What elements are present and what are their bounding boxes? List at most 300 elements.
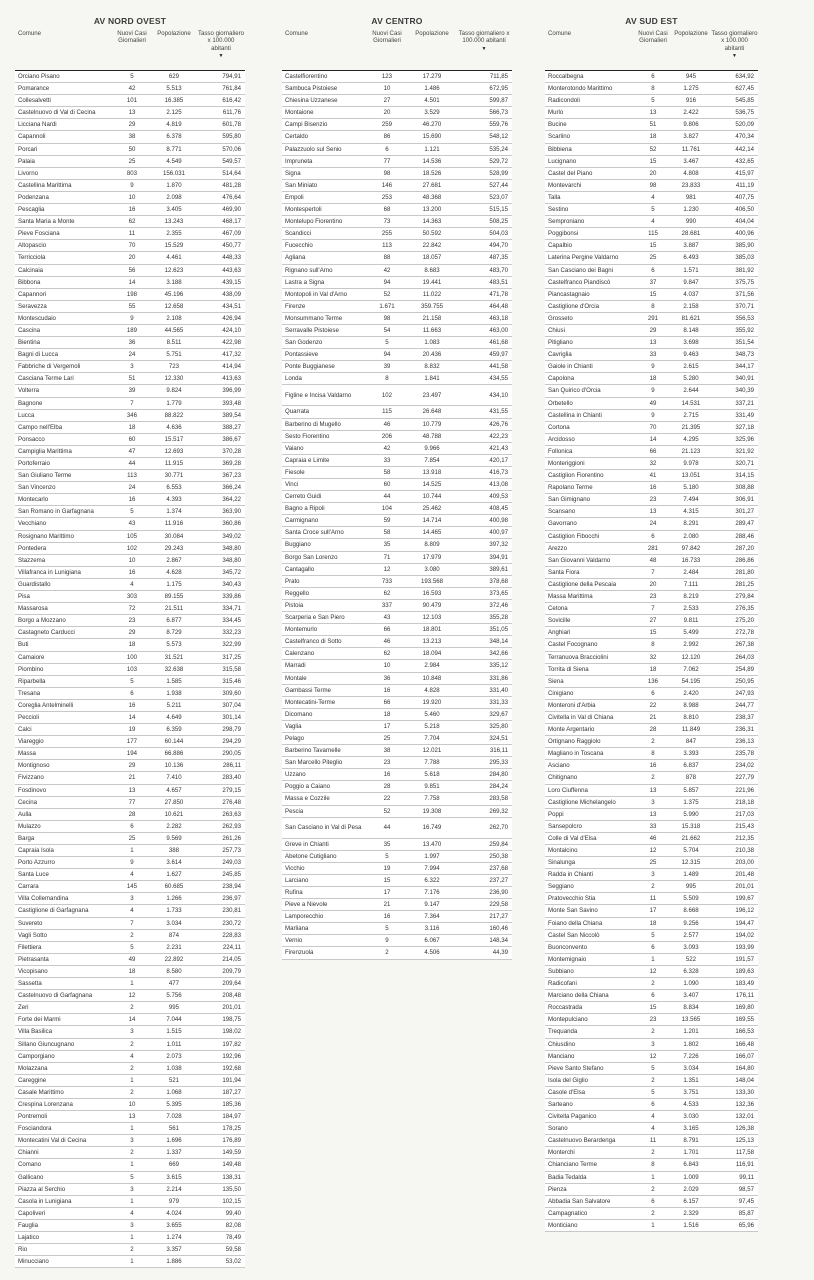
header-comune[interactable]: Comune xyxy=(285,30,309,37)
table-row[interactable] xyxy=(545,1075,758,1087)
table-row[interactable] xyxy=(545,482,758,494)
table-row[interactable] xyxy=(15,748,245,760)
table-row[interactable] xyxy=(545,639,758,651)
table-row[interactable] xyxy=(545,168,758,180)
cell-popolazione: 7.704 xyxy=(424,734,440,742)
table-row[interactable] xyxy=(15,1172,245,1184)
table-row[interactable] xyxy=(282,564,512,576)
table-row[interactable] xyxy=(545,748,758,760)
table-row[interactable] xyxy=(282,119,512,131)
cell-tasso: 315,58 xyxy=(222,665,241,673)
table-row[interactable] xyxy=(545,954,758,966)
cell-comune: Barga xyxy=(18,834,35,842)
table-row[interactable] xyxy=(545,942,758,954)
table-row[interactable] xyxy=(15,422,245,434)
table-row[interactable] xyxy=(282,337,512,349)
table-row[interactable] xyxy=(545,192,758,204)
table-row[interactable] xyxy=(15,119,245,131)
table-row[interactable] xyxy=(545,1063,758,1075)
table-row[interactable] xyxy=(15,579,245,591)
table-row[interactable] xyxy=(15,1087,245,1099)
table-row[interactable] xyxy=(15,1135,245,1147)
table-row[interactable] xyxy=(545,676,758,688)
table-row[interactable] xyxy=(15,289,245,301)
table-row[interactable] xyxy=(15,301,245,313)
table-row[interactable] xyxy=(15,881,245,893)
table-row[interactable] xyxy=(282,107,512,119)
table-row[interactable] xyxy=(15,1051,245,1063)
table-row[interactable] xyxy=(545,772,758,784)
table-row[interactable] xyxy=(545,434,758,446)
table-row[interactable] xyxy=(545,1220,758,1232)
table-row[interactable] xyxy=(545,990,758,1002)
table-row[interactable] xyxy=(545,1159,758,1171)
cell-nuovi-casi: 58 xyxy=(383,468,391,476)
table-row[interactable] xyxy=(15,458,245,470)
table-row[interactable] xyxy=(545,845,758,857)
header-tasso[interactable] xyxy=(197,28,245,70)
table-row[interactable] xyxy=(545,277,758,289)
table-row[interactable] xyxy=(545,83,758,95)
table-row[interactable] xyxy=(282,443,512,455)
table-row[interactable] xyxy=(15,1159,245,1171)
table-row[interactable] xyxy=(545,1111,758,1123)
table-row[interactable] xyxy=(15,857,245,869)
table-row[interactable] xyxy=(15,373,245,385)
table-row[interactable] xyxy=(282,216,512,228)
table-row[interactable] xyxy=(15,797,245,809)
header-tasso[interactable] xyxy=(456,28,512,70)
table-row[interactable] xyxy=(545,216,758,228)
table-row[interactable] xyxy=(282,406,512,418)
table-row[interactable] xyxy=(15,349,245,361)
table-row[interactable] xyxy=(545,470,758,482)
table-row[interactable] xyxy=(545,760,758,772)
table-row[interactable] xyxy=(545,119,758,131)
table-row[interactable] xyxy=(282,863,512,875)
header-nuovi-casi[interactable]: Nuovi Casi Giornalieri xyxy=(117,30,147,45)
table-row[interactable] xyxy=(545,1026,758,1038)
table-row[interactable] xyxy=(282,265,512,277)
header-popolazione[interactable]: Popolazione xyxy=(674,30,708,37)
table-row[interactable] xyxy=(545,809,758,821)
table-row[interactable] xyxy=(282,947,512,959)
table-row[interactable] xyxy=(15,700,245,712)
table-row[interactable] xyxy=(545,131,758,143)
table-row[interactable] xyxy=(282,851,512,863)
table-row[interactable] xyxy=(15,144,245,156)
table-row[interactable] xyxy=(545,107,758,119)
table-row[interactable] xyxy=(15,918,245,930)
table-row[interactable] xyxy=(545,712,758,724)
table-row[interactable] xyxy=(15,192,245,204)
table-row[interactable] xyxy=(15,434,245,446)
table-row[interactable] xyxy=(15,1099,245,1111)
header-tasso[interactable] xyxy=(711,28,758,70)
table-row[interactable] xyxy=(545,349,758,361)
table-row[interactable] xyxy=(545,1184,758,1196)
table-row[interactable] xyxy=(545,325,758,337)
table-row[interactable] xyxy=(15,736,245,748)
table-row[interactable] xyxy=(15,652,245,664)
table-row[interactable] xyxy=(282,745,512,757)
table-row[interactable] xyxy=(282,252,512,264)
table-row[interactable] xyxy=(282,624,512,636)
table-row[interactable] xyxy=(545,1147,758,1159)
table-row[interactable] xyxy=(282,361,512,373)
table-row[interactable] xyxy=(282,204,512,216)
table-row[interactable] xyxy=(15,156,245,168)
table-row[interactable] xyxy=(15,470,245,482)
table-row[interactable] xyxy=(282,769,512,781)
table-row[interactable] xyxy=(545,724,758,736)
table-row[interactable] xyxy=(15,531,245,543)
header-comune[interactable]: Comune xyxy=(548,30,572,37)
table-row[interactable] xyxy=(15,506,245,518)
cell-popolazione: 25.462 xyxy=(422,505,442,513)
table-row[interactable] xyxy=(15,1147,245,1159)
table-row[interactable] xyxy=(545,361,758,373)
table-row[interactable] xyxy=(15,942,245,954)
table-row[interactable] xyxy=(545,555,758,567)
cell-comune: Montalcino xyxy=(548,847,578,854)
cell-tasso: 307,04 xyxy=(222,701,241,709)
table-row[interactable] xyxy=(15,325,245,337)
table-row[interactable] xyxy=(15,954,245,966)
table-row[interactable] xyxy=(545,373,758,385)
table-row[interactable] xyxy=(545,531,758,543)
sort-down-icon[interactable]: ▼ xyxy=(218,52,224,59)
table-row[interactable] xyxy=(545,252,758,264)
table-row[interactable] xyxy=(282,673,512,685)
table-row[interactable] xyxy=(545,144,758,156)
table-row[interactable] xyxy=(15,664,245,676)
table-row[interactable] xyxy=(282,806,512,818)
table-row[interactable] xyxy=(15,361,245,373)
header-popolazione[interactable]: Popolazione xyxy=(157,30,191,37)
table-row[interactable] xyxy=(545,1051,758,1063)
table-row[interactable] xyxy=(282,503,512,515)
cell-tasso: 381,92 xyxy=(735,266,754,274)
table-row[interactable] xyxy=(282,899,512,911)
table-row[interactable] xyxy=(282,71,512,83)
table-row[interactable] xyxy=(15,567,245,579)
header-comune[interactable]: Comune xyxy=(18,30,42,37)
table-row[interactable] xyxy=(282,192,512,204)
table-row[interactable] xyxy=(545,1087,758,1099)
table-row[interactable] xyxy=(15,337,245,349)
table-row[interactable] xyxy=(545,1014,758,1026)
table-row[interactable] xyxy=(545,385,758,397)
table-row[interactable] xyxy=(545,1099,758,1111)
table-row[interactable] xyxy=(15,543,245,555)
table-row[interactable] xyxy=(282,552,512,564)
table-row[interactable] xyxy=(282,539,512,551)
table-row[interactable] xyxy=(282,935,512,947)
table-row[interactable] xyxy=(15,760,245,772)
table-row[interactable] xyxy=(15,591,245,603)
table-row[interactable] xyxy=(282,515,512,527)
cell-popolazione: 90.479 xyxy=(422,601,442,609)
table-row[interactable] xyxy=(15,1208,245,1220)
table-row[interactable] xyxy=(282,527,512,539)
table-row[interactable] xyxy=(282,697,512,709)
cell-popolazione: 6.378 xyxy=(166,133,182,141)
table-row[interactable] xyxy=(545,458,758,470)
table-row[interactable] xyxy=(545,71,758,83)
table-row[interactable] xyxy=(15,603,245,615)
table-row[interactable] xyxy=(545,422,758,434)
table-row[interactable] xyxy=(15,1002,245,1014)
table-row[interactable] xyxy=(282,721,512,733)
table-row[interactable] xyxy=(545,978,758,990)
table-row[interactable] xyxy=(545,785,758,797)
table-row[interactable] xyxy=(15,1196,245,1208)
table-row[interactable] xyxy=(282,479,512,491)
table-row[interactable] xyxy=(282,385,512,406)
table-row[interactable] xyxy=(545,240,758,252)
table-row[interactable] xyxy=(15,627,245,639)
table-row[interactable] xyxy=(15,1014,245,1026)
table-row[interactable] xyxy=(545,494,758,506)
table-row[interactable] xyxy=(545,736,758,748)
table-row[interactable] xyxy=(15,845,245,857)
table-row[interactable] xyxy=(15,1111,245,1123)
table-row[interactable] xyxy=(15,228,245,240)
table-row[interactable] xyxy=(282,301,512,313)
table-row[interactable] xyxy=(545,615,758,627)
table-row[interactable] xyxy=(15,107,245,119)
table-row[interactable] xyxy=(545,664,758,676)
table-row[interactable] xyxy=(282,95,512,107)
table-row[interactable] xyxy=(545,446,758,458)
table-row[interactable] xyxy=(15,893,245,905)
table-row[interactable] xyxy=(545,652,758,664)
table-row[interactable] xyxy=(15,1063,245,1075)
table-row[interactable] xyxy=(15,494,245,506)
table-row[interactable] xyxy=(15,410,245,422)
table-row[interactable] xyxy=(545,156,758,168)
table-row[interactable] xyxy=(15,1244,245,1256)
table-row[interactable] xyxy=(545,228,758,240)
table-row[interactable] xyxy=(545,918,758,930)
table-row[interactable] xyxy=(15,869,245,881)
table-row[interactable] xyxy=(15,482,245,494)
table-row[interactable] xyxy=(545,543,758,555)
cell-tasso: 209,64 xyxy=(222,980,241,988)
table-row[interactable] xyxy=(545,313,758,325)
table-row[interactable] xyxy=(282,228,512,240)
table-row[interactable] xyxy=(15,204,245,216)
table-row[interactable] xyxy=(15,240,245,252)
table-row[interactable] xyxy=(545,857,758,869)
table-row[interactable] xyxy=(282,168,512,180)
table-row[interactable] xyxy=(282,685,512,697)
table-row[interactable] xyxy=(545,591,758,603)
table-row[interactable] xyxy=(545,688,758,700)
sort-down-icon[interactable]: ▼ xyxy=(481,45,487,52)
table-row[interactable] xyxy=(282,144,512,156)
cell-popolazione: 54.195 xyxy=(681,677,701,685)
table-row[interactable] xyxy=(15,446,245,458)
table-row[interactable] xyxy=(282,240,512,252)
table-row[interactable] xyxy=(15,398,245,410)
table-row[interactable] xyxy=(545,627,758,639)
table-row[interactable] xyxy=(15,1232,245,1244)
table-row[interactable] xyxy=(545,930,758,942)
table-row[interactable] xyxy=(15,385,245,397)
table-row[interactable] xyxy=(282,887,512,899)
cell-popolazione: 874 xyxy=(168,931,180,939)
table-row[interactable] xyxy=(15,265,245,277)
table-row[interactable] xyxy=(282,875,512,887)
table-row[interactable] xyxy=(15,1075,245,1087)
table-row[interactable] xyxy=(282,313,512,325)
table-row[interactable] xyxy=(545,881,758,893)
table-row[interactable] xyxy=(15,688,245,700)
cell-comune: Ponte Buggianese xyxy=(285,363,335,371)
table-row[interactable] xyxy=(545,1039,758,1051)
table-row[interactable] xyxy=(15,313,245,325)
header-nuovi-casi[interactable]: Nuovi Casi Giornalieri xyxy=(638,30,668,45)
table-row[interactable] xyxy=(15,1220,245,1232)
cell-tasso: 413,63 xyxy=(222,375,241,383)
table-row[interactable] xyxy=(545,1135,758,1147)
table-row[interactable] xyxy=(282,277,512,289)
table-row[interactable] xyxy=(545,1172,758,1184)
table-row[interactable] xyxy=(282,180,512,192)
table-row[interactable] xyxy=(545,579,758,591)
table-row[interactable] xyxy=(282,156,512,168)
table-row[interactable] xyxy=(545,893,758,905)
table-row[interactable] xyxy=(282,325,512,337)
table-row[interactable] xyxy=(15,966,245,978)
table-row[interactable] xyxy=(282,793,512,805)
table-row[interactable] xyxy=(15,724,245,736)
table-row[interactable] xyxy=(282,600,512,612)
table-row[interactable] xyxy=(545,506,758,518)
table-row[interactable] xyxy=(15,676,245,688)
table-row[interactable] xyxy=(282,757,512,769)
table-row[interactable] xyxy=(282,349,512,361)
table-row[interactable] xyxy=(282,467,512,479)
table-row[interactable] xyxy=(15,930,245,942)
table-row[interactable] xyxy=(15,785,245,797)
table-row[interactable] xyxy=(282,923,512,935)
table-row[interactable] xyxy=(15,518,245,530)
table-row[interactable] xyxy=(545,905,758,917)
table-row[interactable] xyxy=(282,289,512,301)
table-row[interactable] xyxy=(282,636,512,648)
table-row[interactable] xyxy=(545,603,758,615)
table-row[interactable] xyxy=(15,1184,245,1196)
table-row[interactable] xyxy=(15,712,245,724)
cell-tasso: 393,48 xyxy=(222,399,241,407)
table-row[interactable] xyxy=(545,1208,758,1220)
table-row[interactable] xyxy=(282,660,512,672)
table-row[interactable] xyxy=(15,1039,245,1051)
table-row[interactable] xyxy=(15,809,245,821)
table-row[interactable] xyxy=(282,648,512,660)
table-row[interactable] xyxy=(282,373,512,385)
table-row[interactable] xyxy=(545,1123,758,1135)
table-row[interactable] xyxy=(282,131,512,143)
table-row[interactable] xyxy=(15,83,245,95)
table-row[interactable] xyxy=(545,301,758,313)
table-row[interactable] xyxy=(282,431,512,443)
table-row[interactable] xyxy=(545,180,758,192)
table-row[interactable] xyxy=(15,772,245,784)
table-row[interactable] xyxy=(15,95,245,107)
table-row[interactable] xyxy=(545,700,758,712)
table-row[interactable] xyxy=(15,978,245,990)
table-row[interactable] xyxy=(15,555,245,567)
table-row[interactable] xyxy=(545,410,758,422)
table-row[interactable] xyxy=(545,869,758,881)
table-row[interactable] xyxy=(15,1256,245,1268)
table-row[interactable] xyxy=(15,1026,245,1038)
table-row[interactable] xyxy=(15,277,245,289)
table-row[interactable] xyxy=(545,966,758,978)
table-row[interactable] xyxy=(282,83,512,95)
table-row[interactable] xyxy=(545,337,758,349)
table-row[interactable] xyxy=(545,518,758,530)
table-row[interactable] xyxy=(15,168,245,180)
table-row[interactable] xyxy=(282,911,512,923)
cell-nuovi-casi: 35 xyxy=(383,541,391,549)
table-row[interactable] xyxy=(282,491,512,503)
table-row[interactable] xyxy=(15,180,245,192)
table-row[interactable] xyxy=(282,733,512,745)
cell-nuovi-casi: 136 xyxy=(647,677,659,685)
table-row[interactable] xyxy=(282,818,512,839)
table-row[interactable] xyxy=(545,1002,758,1014)
table-row[interactable] xyxy=(15,639,245,651)
header-popolazione[interactable]: Popolazione xyxy=(415,30,449,37)
table-row[interactable] xyxy=(282,781,512,793)
sort-down-icon[interactable]: ▼ xyxy=(732,52,737,59)
table-row[interactable] xyxy=(282,455,512,467)
table-row[interactable] xyxy=(15,131,245,143)
table-row[interactable] xyxy=(15,71,245,83)
table-row[interactable] xyxy=(545,567,758,579)
table-row[interactable] xyxy=(282,576,512,588)
table-row[interactable] xyxy=(545,1196,758,1208)
table-row[interactable] xyxy=(545,821,758,833)
table-row[interactable] xyxy=(282,839,512,851)
table-row[interactable] xyxy=(15,990,245,1002)
table-row[interactable] xyxy=(15,216,245,228)
table-row[interactable] xyxy=(15,821,245,833)
table-row[interactable] xyxy=(282,612,512,624)
table-row[interactable] xyxy=(15,833,245,845)
table-row[interactable] xyxy=(15,905,245,917)
table-row[interactable] xyxy=(15,615,245,627)
table-row[interactable] xyxy=(545,204,758,216)
table-row[interactable] xyxy=(545,289,758,301)
table-row[interactable] xyxy=(545,398,758,410)
table-row[interactable] xyxy=(15,252,245,264)
table-row[interactable] xyxy=(545,833,758,845)
table-row[interactable] xyxy=(282,709,512,721)
header-nuovi-casi[interactable]: Nuovi Casi Giornalieri xyxy=(372,30,402,45)
table-row[interactable] xyxy=(282,419,512,431)
table-row[interactable] xyxy=(545,265,758,277)
table-row[interactable] xyxy=(282,588,512,600)
table-row[interactable] xyxy=(15,1123,245,1135)
table-row[interactable] xyxy=(545,797,758,809)
table-row[interactable] xyxy=(545,95,758,107)
